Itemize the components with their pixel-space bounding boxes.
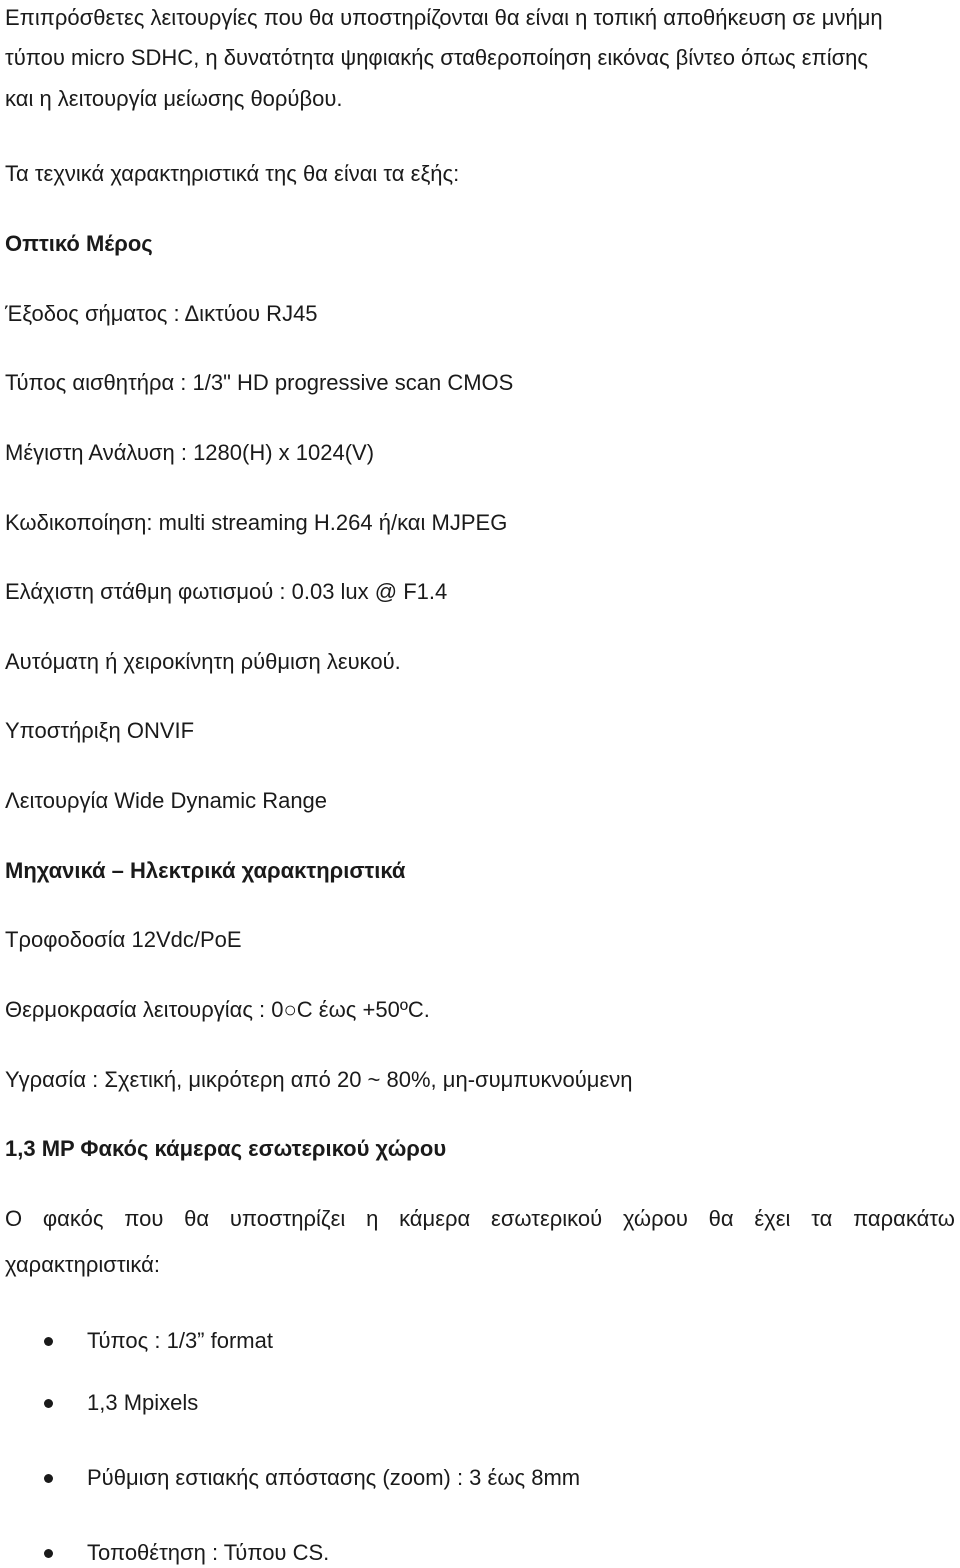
spec-item: Λειτουργία Wide Dynamic Range <box>5 788 328 813</box>
spec-item: Έξοδος σήματος : Δικτύου RJ45 <box>5 301 318 326</box>
list-item-text: Τοποθέτηση : Τύπου CS. <box>87 1540 330 1565</box>
bullet-icon <box>44 1337 53 1346</box>
word: έχει <box>754 1206 791 1231</box>
spec-item: Μέγιστη Ανάλυση : 1280(H) x 1024(V) <box>5 440 375 465</box>
spec-item: Τύπος αισθητήρα : 1/3" HD progressive scan CMOS <box>5 370 514 395</box>
spec-item: Θερμοκρασία λειτουργίας : 0○C έως +50ºC. <box>5 997 430 1022</box>
word: κάμερα <box>399 1206 471 1231</box>
word: που <box>124 1206 164 1231</box>
word: φακός <box>42 1206 104 1231</box>
lens-paragraph-line-1 <box>5 1204 955 1234</box>
word: τα <box>811 1206 833 1231</box>
spec-item: Κωδικοποίηση: multi streaming H.264 ή/και MJPEG <box>5 510 508 535</box>
word: Ο <box>5 1206 23 1231</box>
list-item-text: 1,3 Mpixels <box>87 1390 199 1415</box>
word: η <box>366 1206 379 1231</box>
spec-item: Ελάχιστη στάθμη φωτισμού : 0.03 lux @ F1.4 <box>5 579 448 604</box>
intro-line-2: τύπου micro SDHC, η δυνατότητα ψηφιακής σταθεροποίηση εικόνας βίντεο όπως επίσης <box>5 45 869 70</box>
spec-item: Υγρασία : Σχετική, μικρότερη από 20 ~ 80%, μη-συμπυκνούμενη <box>5 1067 633 1092</box>
lens-heading: 1,3 MP Φακός κάμερας εσωτερικού χώρου <box>5 1136 447 1161</box>
spec-item: Αυτόματη ή χειροκίνητη ρύθμιση λευκού. <box>5 649 401 674</box>
optical-heading: Οπτικό Μέρος <box>5 231 153 256</box>
spec-item: Τροφοδοσία 12Vdc/PoE <box>5 927 242 952</box>
word: παρακάτω <box>853 1206 955 1231</box>
spec-item: Υποστήριξη ONVIF <box>5 718 195 743</box>
bullet-icon <box>44 1549 53 1558</box>
list-item-text: Ρύθμιση εστιακής απόστασης (zoom) : 3 έως 8mm <box>87 1465 581 1490</box>
word: χώρου <box>622 1206 688 1231</box>
intro-line-3: και η λειτουργία μείωσης θορύβου. <box>5 86 343 111</box>
word: θα <box>708 1206 734 1231</box>
bullet-icon <box>44 1399 53 1408</box>
bullet-icon <box>44 1474 53 1483</box>
word: εσωτερικού <box>491 1206 603 1231</box>
list-item-text: Τύπος : 1/3” format <box>87 1328 273 1353</box>
intro-line-1: Επιπρόσθετες λειτουργίες που θα υποστηρίζονται θα είναι η τοπική αποθήκευση σε μνήμη <box>5 5 883 30</box>
specs-intro: Τα τεχνικά χαρακτηριστικά της θα είναι τα εξής: <box>5 161 460 186</box>
lens-paragraph-line-2: χαρακτηριστικά: <box>5 1252 160 1277</box>
mechanical-heading: Μηχανικά – Ηλεκτρικά χαρακτηριστικά <box>5 858 406 883</box>
word: υποστηρίζει <box>229 1206 346 1231</box>
word: θα <box>184 1206 210 1231</box>
